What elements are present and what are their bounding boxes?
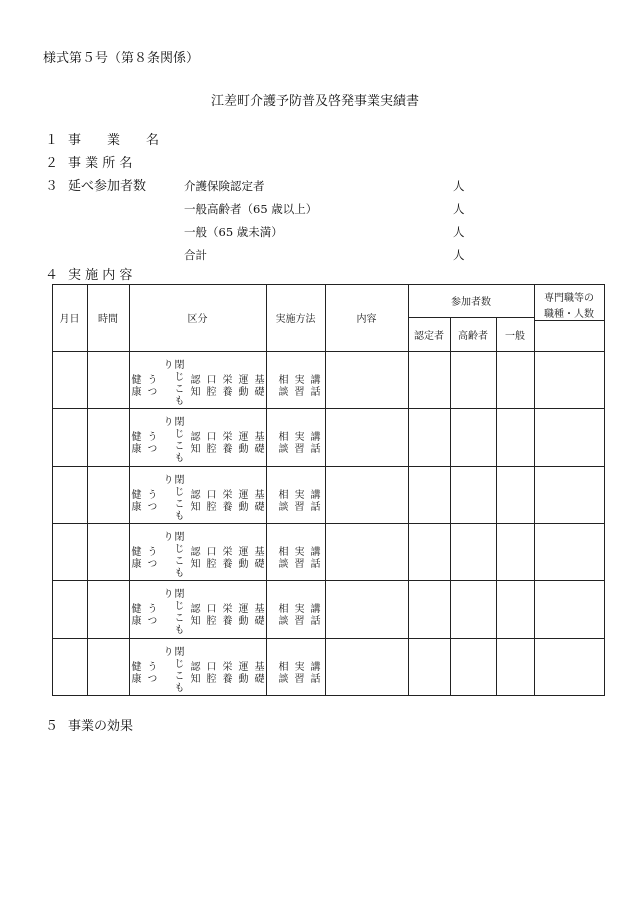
method-option-2: 相談 [276, 661, 287, 685]
header-specialists-line2: 職種・人数 [544, 308, 594, 320]
participant-label-general: 一般（65 歳未満） [184, 225, 283, 239]
category-options [129, 588, 263, 638]
category-option-5: 閉じこもり [161, 588, 183, 636]
method-options [275, 646, 319, 696]
method-option-1: 実習 [292, 489, 303, 513]
section-5-number: ５ [45, 719, 59, 734]
method-option-2: 相談 [276, 603, 287, 627]
category-option-2: 栄養 [220, 489, 231, 513]
category-option-4: 認知 [188, 546, 199, 570]
category-option-6: うつ [145, 661, 156, 685]
category-option-4: 認知 [188, 489, 199, 513]
page-title: 江差町介護予防普及啓発事業実績書 [210, 94, 419, 109]
section-1-label: 事 業 名 [68, 133, 160, 148]
category-option-5: 閉じこもり [161, 474, 183, 522]
category-option-7: 健康 [129, 489, 140, 513]
participant-label-total: 合計 [184, 248, 207, 262]
category-option-0: 基礎 [252, 431, 263, 455]
header-content: 内容 [356, 314, 377, 325]
category-option-2: 栄養 [220, 431, 231, 455]
table-border-left [52, 284, 53, 695]
category-option-0: 基礎 [252, 374, 263, 398]
category-option-3: 口腔 [204, 661, 215, 685]
table-row-divider [52, 466, 604, 467]
category-options [129, 531, 263, 581]
category-option-1: 運動 [236, 431, 247, 455]
participant-unit-elderly: 人 [453, 202, 465, 216]
category-option-7: 健康 [129, 546, 140, 570]
section-1-number: １ [45, 133, 59, 148]
category-options [129, 646, 263, 696]
table-column-divider [87, 284, 88, 695]
header-specialists-line1: 専門職等の [544, 292, 594, 304]
method-options [275, 531, 319, 581]
table-border-right [604, 284, 605, 695]
section-4-number: ４ [45, 268, 59, 283]
header-method: 実施方法 [275, 314, 316, 325]
method-option-0: 講話 [308, 546, 319, 570]
category-option-1: 運動 [236, 374, 247, 398]
category-option-3: 口腔 [204, 489, 215, 513]
category-option-0: 基礎 [252, 546, 263, 570]
category-option-1: 運動 [236, 661, 247, 685]
category-option-3: 口腔 [204, 374, 215, 398]
category-option-4: 認知 [188, 603, 199, 627]
header-elderly: 高齢者 [458, 330, 488, 342]
category-option-3: 口腔 [204, 603, 215, 627]
method-option-2: 相談 [276, 489, 287, 513]
category-option-4: 認知 [188, 374, 199, 398]
category-option-5: 閉じこもり [161, 531, 183, 579]
method-option-2: 相談 [276, 546, 287, 570]
method-options [275, 588, 319, 638]
category-option-0: 基礎 [252, 603, 263, 627]
participant-unit-certified: 人 [453, 179, 465, 193]
table-border-top [52, 284, 604, 285]
category-option-7: 健康 [129, 431, 140, 455]
table-column-divider [325, 284, 326, 695]
category-option-7: 健康 [129, 661, 140, 685]
method-option-0: 講話 [308, 374, 319, 398]
table-subheader-divider [408, 317, 534, 318]
category-option-6: うつ [145, 603, 156, 627]
category-options [129, 359, 263, 409]
category-option-3: 口腔 [204, 431, 215, 455]
category-option-2: 栄養 [220, 374, 231, 398]
section-4-label: 実 施 内 容 [68, 268, 133, 283]
category-option-6: うつ [145, 431, 156, 455]
method-options [275, 416, 319, 466]
header-time: 時間 [98, 314, 118, 325]
category-option-7: 健康 [129, 603, 140, 627]
category-option-6: うつ [145, 489, 156, 513]
header-date: 月日 [59, 314, 80, 325]
method-option-1: 実習 [292, 374, 303, 398]
category-option-1: 運動 [236, 546, 247, 570]
method-option-0: 講話 [308, 431, 319, 455]
method-option-1: 実習 [292, 603, 303, 627]
category-option-4: 認知 [188, 431, 199, 455]
table-row-divider [52, 638, 604, 639]
category-option-0: 基礎 [252, 661, 263, 685]
header-participants: 参加者数 [451, 297, 491, 308]
category-option-5: 閉じこもり [161, 359, 183, 407]
participant-unit-general: 人 [453, 225, 465, 239]
header-certified: 認定者 [414, 330, 444, 342]
section-3-label: 延べ参加者数 [68, 179, 147, 194]
category-option-1: 運動 [236, 489, 247, 513]
category-option-2: 栄養 [220, 661, 231, 685]
method-options [275, 359, 319, 409]
section-2-label: 事 業 所 名 [68, 156, 133, 171]
table-column-divider [408, 284, 409, 695]
method-option-1: 実習 [292, 661, 303, 685]
category-option-4: 認知 [188, 661, 199, 685]
table-column-divider [266, 284, 267, 695]
participant-label-elderly: 一般高齢者（65 歳以上） [184, 202, 318, 216]
method-option-1: 実習 [292, 431, 303, 455]
category-option-5: 閉じこもり [161, 646, 183, 694]
method-option-0: 講話 [308, 661, 319, 685]
category-options [129, 416, 263, 466]
method-option-1: 実習 [292, 546, 303, 570]
method-options [275, 474, 319, 524]
category-option-6: うつ [145, 374, 156, 398]
category-option-2: 栄養 [220, 603, 231, 627]
category-option-2: 栄養 [220, 546, 231, 570]
section-5-label: 事業の効果 [68, 719, 134, 734]
category-option-5: 閉じこもり [161, 416, 183, 464]
form-number: 様式第５号（第８条関係） [43, 51, 200, 66]
category-options [129, 474, 263, 524]
category-option-0: 基礎 [252, 489, 263, 513]
method-option-2: 相談 [276, 374, 287, 398]
category-option-7: 健康 [129, 374, 140, 398]
category-option-6: うつ [145, 546, 156, 570]
method-option-2: 相談 [276, 431, 287, 455]
header-category: 区分 [187, 314, 208, 325]
method-option-0: 講話 [308, 603, 319, 627]
header-general: 一般 [505, 330, 525, 342]
table-header-bottom [52, 351, 604, 352]
participant-label-certified: 介護保険認定者 [184, 179, 265, 193]
table-subheader-divider [534, 320, 604, 321]
method-option-0: 講話 [308, 489, 319, 513]
table-column-divider [534, 284, 535, 695]
category-option-3: 口腔 [204, 546, 215, 570]
participant-unit-total: 人 [453, 248, 465, 262]
category-option-1: 運動 [236, 603, 247, 627]
section-2-number: ２ [45, 156, 59, 171]
section-3-number: ３ [45, 179, 59, 194]
